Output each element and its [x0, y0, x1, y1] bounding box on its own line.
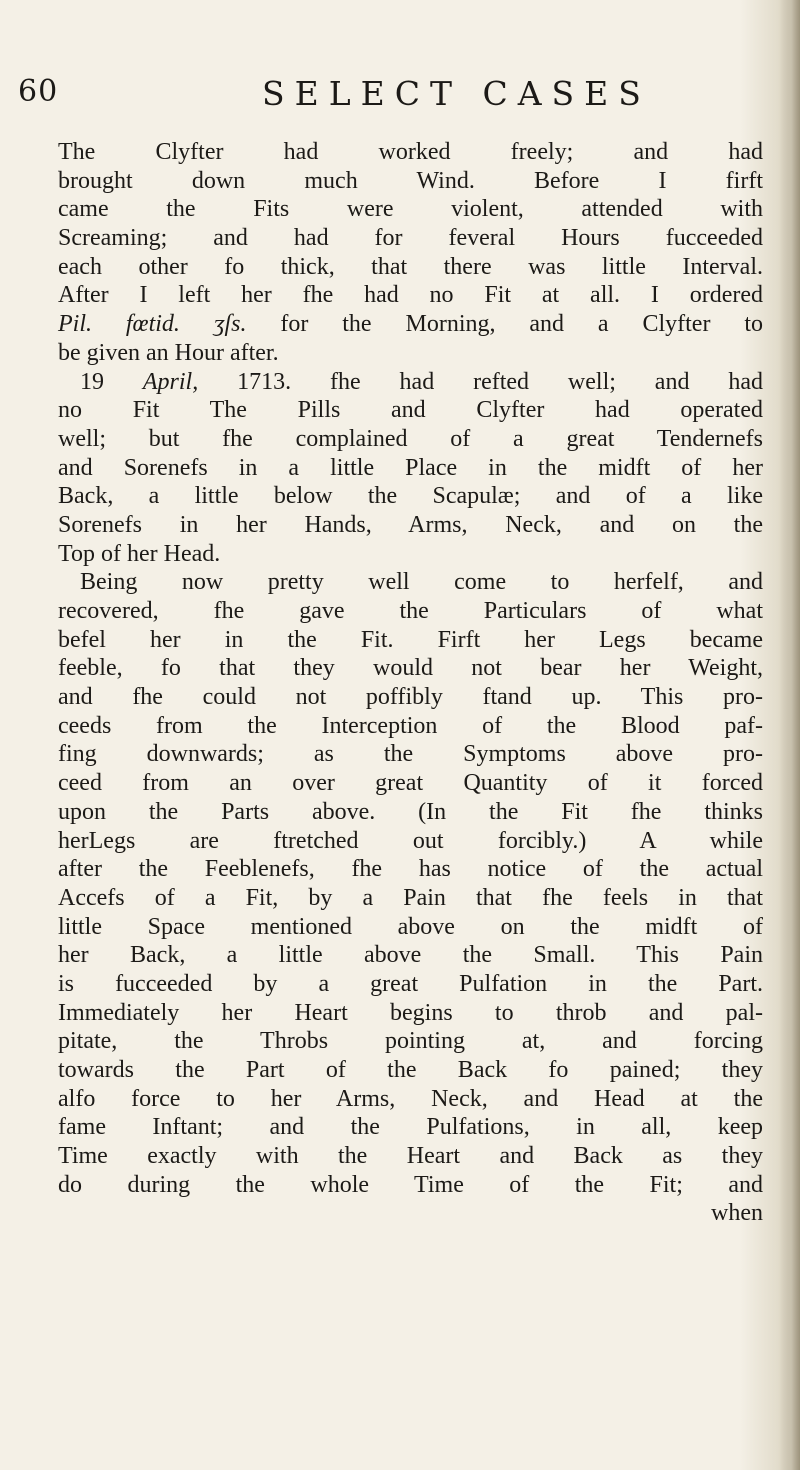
- text-line-prescription: [58, 310, 763, 339]
- text-line: fing downwards; as the Symptoms above pro-: [58, 741, 763, 768]
- text-line: no Fit The Pills and Clyfter had operated: [58, 397, 763, 424]
- text-line: recovered, fhe gave the Particulars of what: [58, 598, 763, 624]
- text-line: ceeds from the Interception of the Blood paf-: [58, 712, 763, 739]
- text-line: towards the Part of the Back fo pained; they: [58, 1057, 763, 1083]
- text-line: ceed from an over great Quantity of it forced: [58, 770, 763, 797]
- text-line: is fucceeded by a great Pulfation in the Part.: [58, 970, 763, 997]
- page-header: [0, 74, 800, 118]
- text-line: befel her in the Fit. Firft her Legs became: [58, 626, 763, 653]
- text-line: fame Inftant; and the Pulfations, in all, keep: [58, 1114, 763, 1141]
- prescription-text: Pil. fœtid.: [58, 311, 180, 338]
- text-line: upon the Parts above. (In the Fit fhe thinks: [58, 798, 763, 825]
- text-line: feeble, fo that they would not bear her Weight,: [58, 655, 763, 682]
- text-line: Screaming; and had for feveral Hours fucceeded: [58, 225, 763, 252]
- text-line: After I left her fhe had no Fit at all. I ordered: [58, 282, 763, 309]
- text-line: each other fo thick, that there was little Interval.: [58, 253, 763, 280]
- text-line: herLegs are ftretched out forcibly.) A while: [58, 827, 763, 854]
- text-line-rest: for the Morning, and a Clyfter to: [280, 311, 764, 338]
- text-line: Back, a little below the Scapulæ; and of a like: [58, 483, 763, 510]
- text-line: Sorenefs in her Hands, Arms, Neck, and on the: [58, 511, 763, 538]
- running-head: SELECT CASES: [262, 74, 651, 113]
- text-line: alfo force to her Arms, Neck, and Head at the: [58, 1085, 763, 1112]
- text-line: pitate, the Throbs pointing at, and forcing: [58, 1028, 763, 1055]
- text-line: Accefs of a Fit, by a Pain that fhe feels in that: [58, 884, 763, 911]
- date-day: 19: [80, 368, 104, 395]
- date-month: April,: [142, 368, 199, 395]
- text-line: brought down much Wind. Before I firft: [58, 167, 763, 194]
- text-line: her Back, a little above the Small. This Pain: [58, 942, 763, 969]
- text-line: be given an Hour after.: [58, 339, 279, 366]
- text-line: and fhe could not poffibly ftand up. This pro-: [58, 684, 763, 711]
- text-line: and Sorenefs in a little Place in the midft of her: [58, 454, 763, 481]
- text-line: do during the whole Time of the Fit; and: [58, 1171, 763, 1198]
- text-line: little Space mentioned above on the midft of: [58, 913, 763, 940]
- text-line: Immediately her Heart begins to throb and pal-: [58, 999, 763, 1026]
- dose-text: ʒſs.: [213, 311, 247, 338]
- text-line: after the Feeblenefs, fhe has notice of the actual: [58, 856, 763, 883]
- text-line: Top of her Head.: [58, 540, 221, 567]
- text-line: The Clyfter had worked freely; and had: [58, 139, 763, 165]
- catchword: when: [711, 1200, 763, 1227]
- text-line: Time exactly with the Heart and Back as they: [58, 1143, 763, 1170]
- text-line: Being now pretty well come to herfelf, and: [80, 569, 763, 596]
- text-line-date: [58, 368, 763, 397]
- text-line: well; but fhe complained of a great Tendernefs: [58, 425, 763, 452]
- page-edge-shadow: [778, 0, 800, 1470]
- text-line-rest: 1713. fhe had refted well; and had: [237, 368, 764, 395]
- text-line: came the Fits were violent, attended with: [58, 196, 763, 223]
- page-number: 60: [18, 74, 59, 109]
- body-text: [58, 138, 763, 1228]
